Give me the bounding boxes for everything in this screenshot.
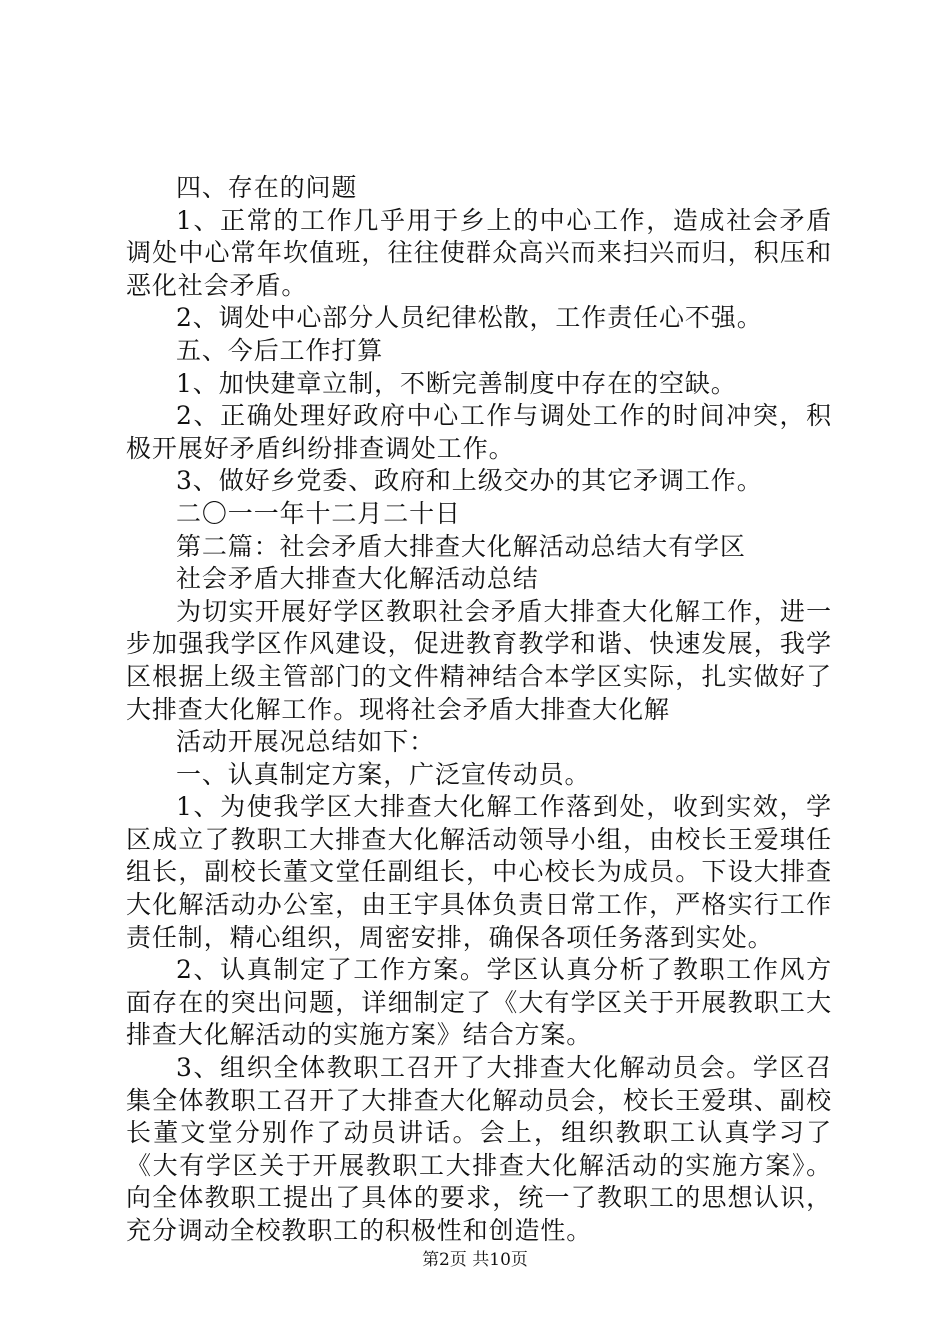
section-heading-problems: 四、存在的问题 [176, 173, 358, 202]
document-date: 二〇一一年十二月二十日 [176, 498, 461, 528]
section-heading-future-plans: 五、今后工作打算 [176, 335, 384, 365]
paragraph: 1、正常的工作几乎用于乡上的中心工作，造成社会矛盾调处中心常年坎值班，往往使群众高兴而来扫兴而归，积压和恶化社会矛盾。 [126, 205, 832, 300]
paragraph: 2、正确处理好政府中心工作与调处工作的时间冲突，积极开展好矛盾纠纷排查调处工作。 [126, 401, 832, 463]
paragraph: 为切实开展好学区教职社会矛盾大排查大化解工作，进一步加强我学区作风建设，促进教育教学和谐、快速发展，我学区根据上级主管部门的文件精神结合本学区实际，扎实做好了大排查大化解工作。现将社会矛盾大排查大化解 [126, 596, 832, 724]
document-body [126, 172, 832, 1248]
paragraph: 1、加快建章立制，不断完善制度中存在的空缺。 [176, 368, 737, 398]
paragraph: 活动开展况总结如下： [176, 727, 436, 757]
paragraph: 1、为使我学区大排查大化解工作落到处，收到实效，学区成立了教职工大排查大化解活动领导小组，由校长王爱琪任组长，副校长董文堂任副组长，中心校长为成员。下设大排查大化解活动办公室，由王宇具体负责日常工作，严格实行工作责任制，精心组织，周密安排，确保各项任务落到实处。 [126, 792, 832, 952]
page-number-footer: 第2页 共10页 [422, 1250, 528, 1270]
chapter-heading: 第二篇：社会矛盾大排查大化解活动总结大有学区 [176, 531, 746, 561]
section-heading-plan: 一、认真制定方案，广泛宣传动员。 [176, 759, 591, 789]
paragraph: 2、调处中心部分人员纪律松散，工作责任心不强。 [176, 303, 763, 333]
paragraph: 2、认真制定了工作方案。学区认真分析了教职工作风方面存在的突出问题，详细制定了《大有学区关于开展教职工大排查大化解活动的实施方案》结合方案。 [126, 955, 832, 1050]
chapter-title: 社会矛盾大排查大化解活动总结 [176, 564, 539, 594]
paragraph: 3、做好乡党委、政府和上级交办的其它矛调工作。 [176, 466, 763, 496]
paragraph: 3、组织全体教职工召开了大排查大化解动员会。学区召集全体教职工召开了大排查大化解动员会，校长王爱琪、副校长董文堂分别作了动员讲话。会上，组织教职工认真学习了《大有学区关于开展教职工大排查大化解活动的实施方案》。向全体教职工提出了具体的要求，统一了教职工的思想认识，充分调动全校教职工的积极性和创造性。 [126, 1053, 832, 1245]
